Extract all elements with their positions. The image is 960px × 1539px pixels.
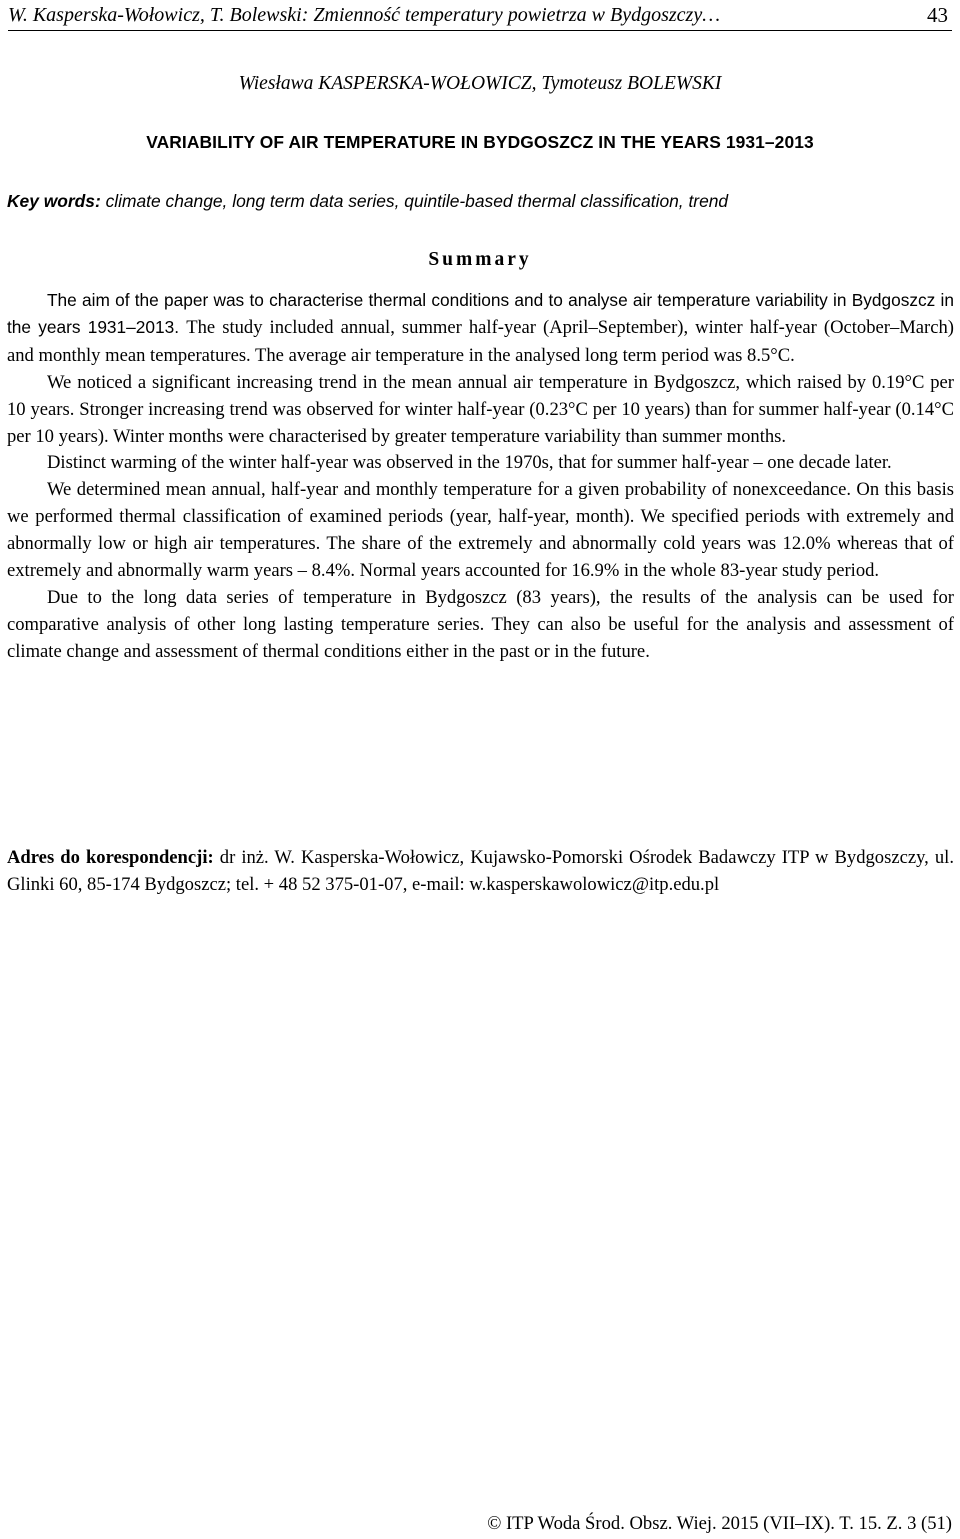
summary-paragraph-1 bbox=[7, 287, 954, 370]
correspondence-label: Adres do korespondencji: bbox=[7, 847, 214, 868]
summary-sentence-1: The aim of the paper was to characterise thermal conditions and to analyse air temperature variability in Bydgoszcz in the years 1931–2013. bbox=[7, 290, 954, 337]
summary-paragraph-5: Due to the long data series of temperature in Bydgoszcz (83 years), the results of the analysis can be used for comparative analysis of other long lasting temperature series. They can also be useful for the analysis and assessment of climate change and assessment of thermal conditions either in the past or in the future. bbox=[7, 586, 954, 662]
running-title: W. Kasperska-Wołowicz, T. Bolewski: Zmienność temperatury powietrza w Bydgoszczy… bbox=[8, 4, 721, 26]
correspondence-text: dr inż. W. Kasperska-Wołowicz, Kujawsko-Pomorski Ośrodek Badawczy ITP w Bydgoszczy, ul. Glinki 60, 85-174 Bydgoszcz; tel. + 48 52 375-01-07, e-mail: w.kasperskawolowicz@itp.edu.pl bbox=[7, 847, 954, 895]
journal-footer: © ITP Woda Środ. Obsz. Wiej. 2015 (VII–IX). T. 15. Z. 3 (51) bbox=[487, 1513, 952, 1534]
correspondence-address bbox=[7, 845, 954, 899]
keywords bbox=[7, 187, 954, 215]
running-header bbox=[8, 2, 952, 31]
summary-body bbox=[7, 287, 954, 666]
summary-paragraph-2: We noticed a significant increasing trend in the mean annual air temperature in Bydgoszcz, which raised by 0.19°C per 10 years. Stronger increasing trend was observed for winter half-year (0.23°C per 10 years) than for summer half-year (0.14°C per 10 years). Winter months were characterised by greater temperature variability than summer months. bbox=[7, 371, 954, 447]
summary-heading: Summary bbox=[428, 249, 532, 270]
keywords-text: climate change, long term data series, quintile-based thermal classification, trend bbox=[100, 191, 729, 211]
summary-sentence-2: The study included annual, summer half-year (April–September), winter half-year (October–March) and monthly mean temperatures. The average air temperature in the analysed long term period was 8.5°C. bbox=[7, 316, 954, 366]
paper-title: VARIABILITY OF AIR TEMPERATURE IN BYDGOSZCZ IN THE YEARS 1931–2013 bbox=[146, 132, 814, 152]
summary-paragraph-4: We determined mean annual, half-year and monthly temperature for a given probability of nonexceedance. On this basis we performed thermal classification of examined periods (year, half-year, month). We specified periods with extremely and abnormally low or high air temperatures. The share of the extremely and abnormally cold years was 12.0% whereas that of extremely and abnormally warm years – 8.4%. Normal years accounted for 16.9% in the whole 83-year study period. bbox=[7, 479, 954, 582]
summary-paragraph-3: Distinct warming of the winter half-year was observed in the 1970s, that for summer half-year – one decade later. bbox=[47, 452, 892, 474]
keywords-label: Key words: bbox=[7, 191, 101, 211]
authors: Wiesława KASPERSKA-WOŁOWICZ, Tymoteusz BOLEWSKI bbox=[238, 73, 722, 94]
page-number: 43 bbox=[927, 3, 948, 27]
